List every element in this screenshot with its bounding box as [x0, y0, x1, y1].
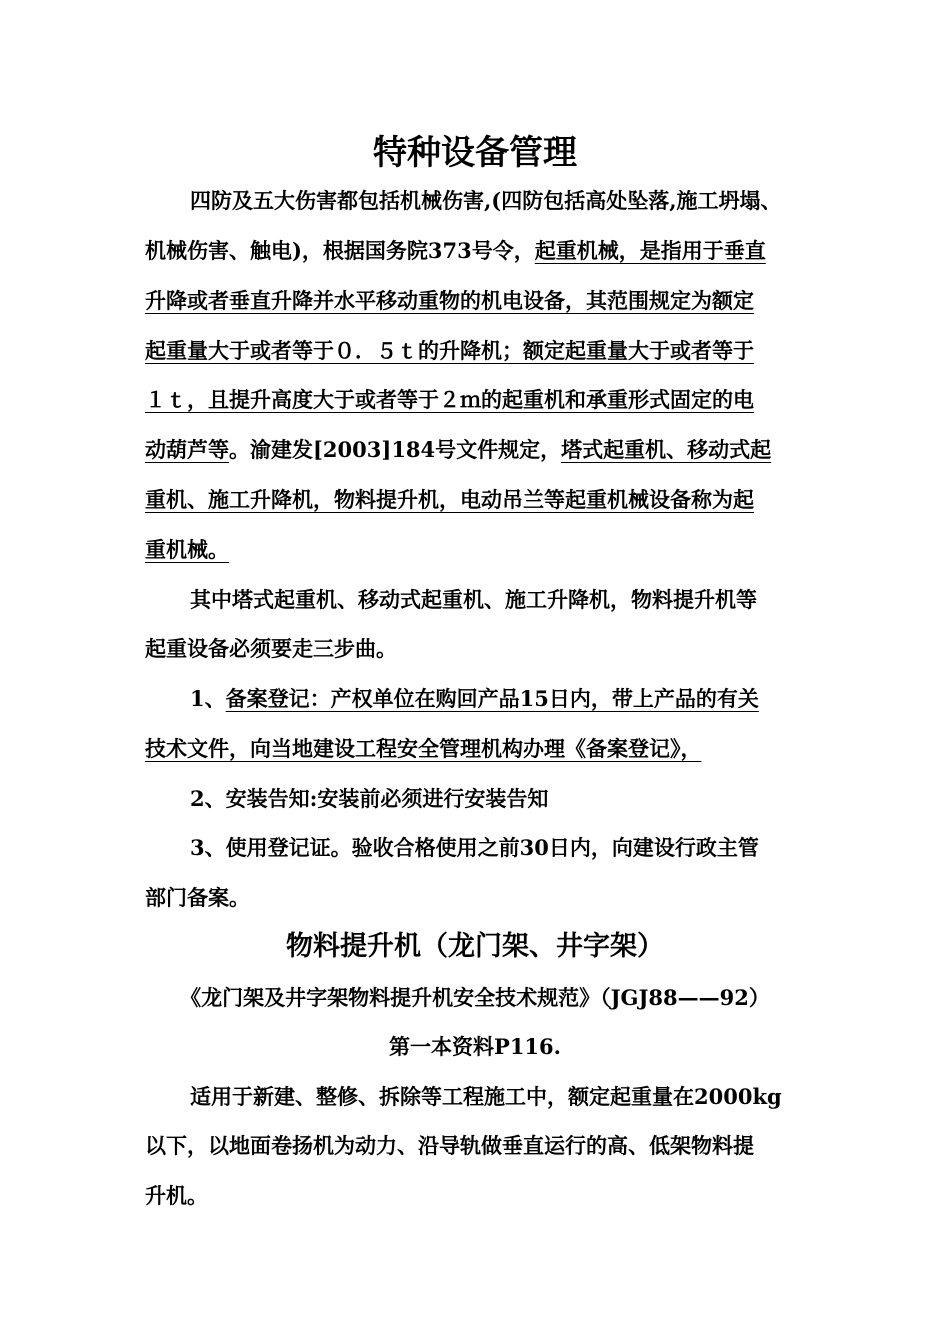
section-paragraph-line-2: 以下，以地面卷扬机为动力、沿导轨做垂直运行的高、低架物料提 — [145, 1133, 754, 1158]
step-3-line-2: 部门备案。 — [145, 885, 250, 910]
underlined-text: 起重机械，是指用于垂直 — [534, 238, 766, 263]
page-reference: 第一本资料P116. — [389, 1034, 561, 1059]
underlined-text: 重机械。 — [145, 537, 229, 562]
underlined-text: 塔式起重机、移动式起 — [561, 437, 772, 462]
paragraph-2-line-1: 其中塔式起重机、移动式起重机、施工升降机，物料提升机等 — [190, 587, 757, 612]
paragraph-1-line-8 — [145, 535, 810, 565]
step-1-line-2: 技术文件，向当地建设工程安全管理机构办理《备案登记》， — [145, 736, 702, 761]
paragraph-1-line-6 — [145, 435, 810, 465]
paragraph-2-line-2: 起重设备必须要走三步曲。 — [145, 636, 397, 661]
paragraph-1-line-1: 四防及五大伤害都包括机械伤害,(四防包括高处坠落,施工坍塌、 — [190, 188, 782, 213]
section-title: 物料提升机（龙门架、井字架） — [286, 931, 664, 962]
section-paragraph-line-1: 适用于新建、整修、拆除等工程施工中，额定起重量在2000kg — [190, 1084, 782, 1109]
paragraph-1-line-3: 升降或者垂直升降并水平移动重物的机电设备，其范围规定为额定 — [145, 288, 754, 313]
underlined-text: 动葫芦等 — [145, 437, 229, 462]
paragraph-1-line-7: 重机、施工升降机，物料提升机，电动吊兰等起重机械设备称为起 — [145, 487, 754, 512]
step-number: 1、 — [190, 686, 226, 711]
paragraph-1-line-5: １ｔ，且提升高度大于或者等于２ｍ的起重机和承重形式固定的电 — [145, 387, 754, 412]
text-segment: 机械伤害、触电)，根据国务院373号令， — [145, 238, 535, 263]
step-1-line-1 — [190, 684, 855, 714]
step-3-line-1: 3、使用登记证。验收合格使用之前30日内，向建设行政主管 — [190, 835, 759, 860]
spec-reference: 《龙门架及井字架物料提升机安全技术规范》（JGJ88——92） — [180, 985, 770, 1010]
step-2: 2、安装告知:安装前必须进行安装告知 — [190, 786, 549, 811]
section-paragraph-line-3: 升机。 — [145, 1183, 208, 1208]
page-title: 特种设备管理 — [373, 133, 577, 173]
text-segment: 。渝建发[2003]184号文件规定， — [229, 437, 562, 462]
underlined-text: 备案登记：产权单位在购回产品15日内，带上产品的有关 — [225, 686, 759, 711]
paragraph-1-line-4: 起重量大于或者等于０．５ｔ的升降机；额定起重量大于或者等于 — [145, 338, 754, 363]
paragraph-1-line-2 — [145, 236, 810, 266]
